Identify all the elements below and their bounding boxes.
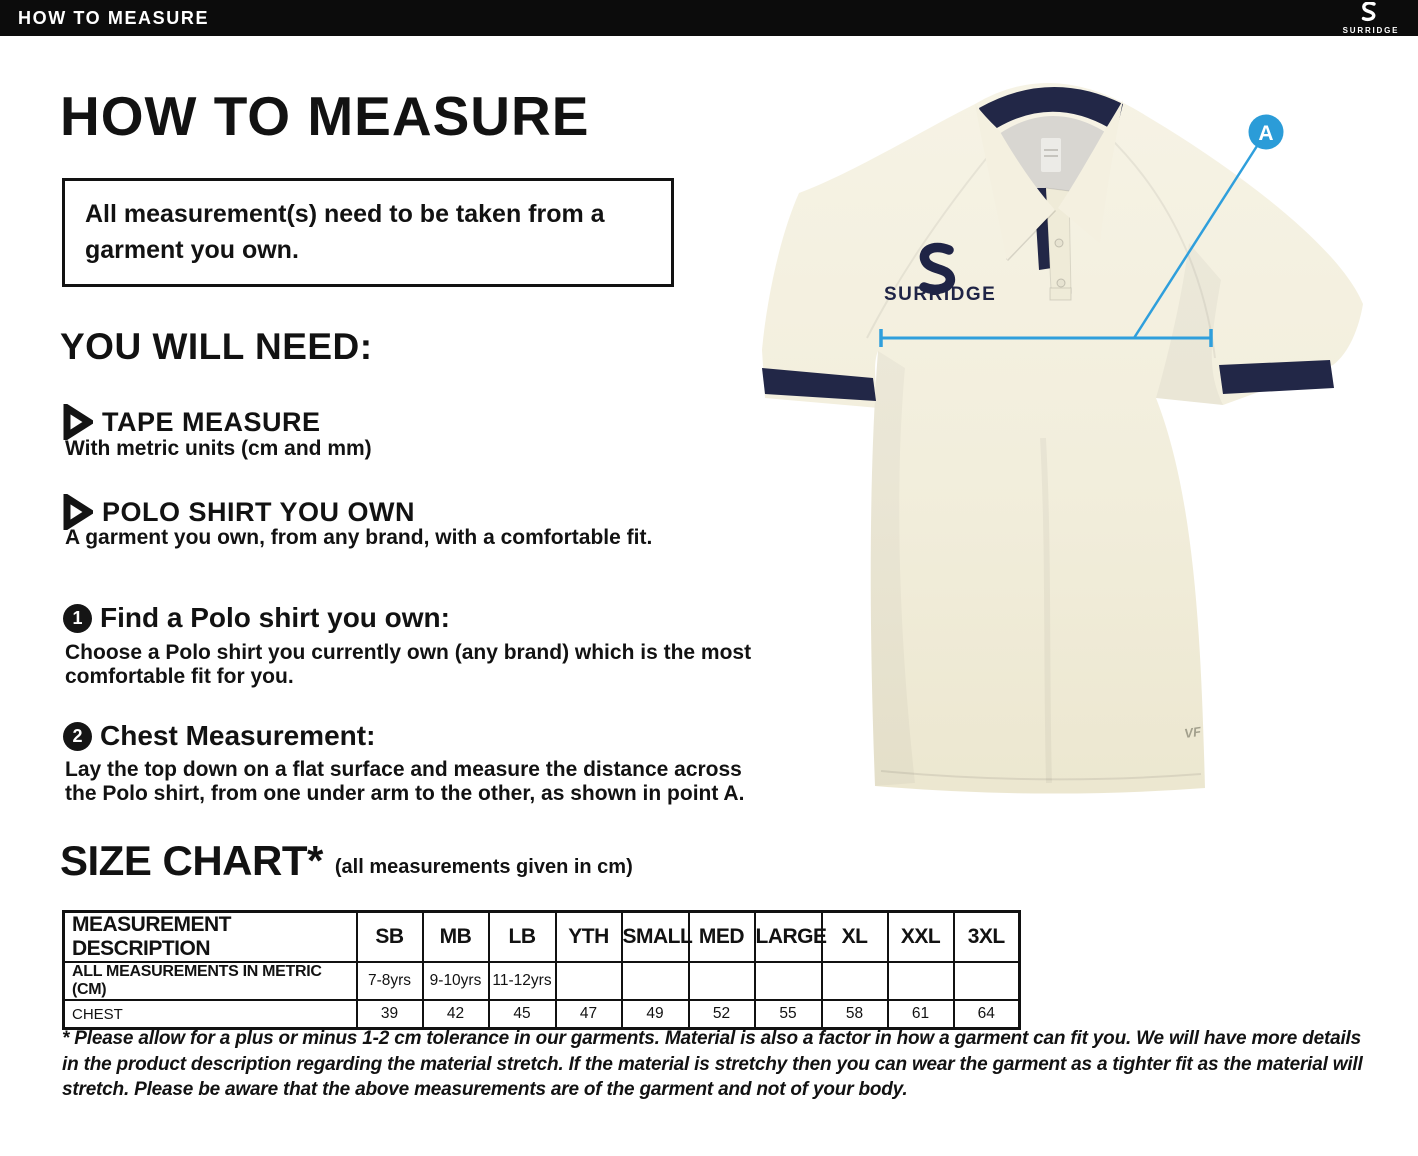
step-title-chest-measurement: Chest Measurement:: [100, 720, 376, 751]
neck-label: [1041, 138, 1061, 172]
need-item-title-tape-measure: TAPE MEASURE: [102, 407, 321, 437]
table-row-age-ranges: [64, 962, 1020, 1000]
right-cuff-trim: [1219, 360, 1334, 394]
column-header: LB: [489, 912, 556, 963]
step-number-badge: 1: [63, 604, 92, 633]
triangle-bullet-icon: [63, 404, 93, 440]
placket-bottom-box: [1050, 288, 1071, 300]
polo-shirt-graphic: [753, 38, 1418, 808]
column-header: 3XL: [954, 912, 1020, 963]
need-item-description: A garment you own, from any brand, with a comfortable fit.: [65, 526, 653, 549]
surridge-topbar-logo: [1336, 2, 1406, 35]
row-label: CHEST: [64, 1000, 357, 1029]
step-description: Lay the top down on a flat surface and measure the distance across the Polo shirt, from one under arm to the other, as shown in point A.: [65, 758, 745, 806]
table-cell: 64: [954, 1000, 1020, 1029]
step-number-badge: 2: [63, 722, 92, 751]
need-item-description: With metric units (cm and mm): [65, 437, 372, 460]
point-a-label: A: [1258, 122, 1274, 145]
column-header: LARGE: [755, 912, 822, 963]
need-item-title-polo-shirt: POLO SHIRT YOU OWN: [102, 497, 416, 527]
step-title-find-polo: Find a Polo shirt you own:: [100, 602, 450, 633]
column-header: XXL: [888, 912, 954, 963]
top-bar: [0, 0, 1418, 36]
column-header: YTH: [556, 912, 622, 963]
table-header-row: [64, 912, 1020, 963]
triangle-bullet-icon: [63, 494, 93, 530]
table-cell: 58: [822, 1000, 888, 1029]
size-chart-heading: SIZE CHART*: [60, 837, 323, 884]
table-cell: 52: [689, 1000, 755, 1029]
size-chart-heading-row: [60, 837, 633, 884]
column-header: MEASUREMENT DESCRIPTION: [64, 912, 357, 963]
table-cell: 45: [489, 1000, 556, 1029]
table-cell: 61: [888, 1000, 954, 1029]
placket-button: [1055, 239, 1063, 247]
table-cell: 11-12yrs: [489, 962, 556, 1000]
size-chart-subheading: (all measurements given in cm): [334, 856, 633, 878]
column-header: SMALL: [622, 912, 689, 963]
table-cell: 9-10yrs: [423, 962, 489, 1000]
table-cell: 55: [755, 1000, 822, 1029]
table-cell: 49: [622, 1000, 689, 1029]
size-chart-table: [62, 910, 1021, 1030]
surridge-s-icon: [1360, 2, 1382, 22]
shirt-illustration: [753, 38, 1418, 808]
column-header: MB: [423, 912, 489, 963]
tolerance-footnote: * Please allow for a plus or minus 1-2 cm tolerance in our garments. Material is also a factor in how a garment can fit you. We will have more details in the product description regarding the material stretch. If the material is stretchy then you can wear the garment as a tighter fit as the material will stretch. Please be aware that the above measurements are of the garment and not of your body.: [62, 1028, 1363, 1101]
column-header: SB: [357, 912, 423, 963]
note-text: All measurement(s) need to be taken from a garment you own.: [85, 200, 605, 264]
page-title: HOW TO MEASURE: [60, 85, 590, 147]
chest-logo-text: SURRIDGE: [884, 284, 997, 305]
table-cell: [888, 962, 954, 1000]
table-cell: 42: [423, 1000, 489, 1029]
table-row-chest: [64, 1000, 1020, 1029]
column-header: XL: [822, 912, 888, 963]
table-cell: 39: [357, 1000, 423, 1029]
table-cell: [822, 962, 888, 1000]
placket-button: [1057, 279, 1065, 287]
table-cell: [689, 962, 755, 1000]
hem-brand-mark: VF: [1183, 723, 1202, 741]
table-cell: 47: [556, 1000, 622, 1029]
note-box: [62, 178, 674, 287]
table-cell: [755, 962, 822, 1000]
table-cell: [954, 962, 1020, 1000]
column-header: MED: [689, 912, 755, 963]
step-description: Choose a Polo shirt you currently own (any brand) which is the most comfortable fit for you.: [65, 641, 752, 689]
topbar-brand-label: SURRIDGE: [1342, 26, 1400, 35]
top-bar-title: HOW TO MEASURE: [18, 8, 210, 28]
row-label: ALL MEASUREMENTS IN METRIC (CM): [64, 962, 357, 1000]
table-cell: 7-8yrs: [357, 962, 423, 1000]
table-cell: [556, 962, 622, 1000]
you-will-need-heading: YOU WILL NEED:: [60, 326, 373, 367]
table-cell: [622, 962, 689, 1000]
